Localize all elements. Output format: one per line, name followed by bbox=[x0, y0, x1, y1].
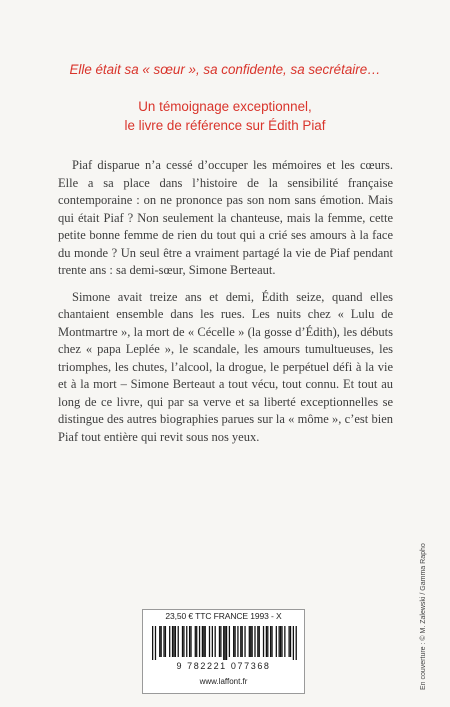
isbn-number: 9 782221 077368 bbox=[176, 661, 271, 671]
barcode-icon bbox=[152, 626, 297, 660]
headline-line-2: le livre de référence sur Édith Piaf bbox=[124, 118, 326, 133]
blurb bbox=[58, 157, 393, 446]
publisher-website: www.laffont.fr bbox=[199, 677, 248, 686]
cover-photo-credit: En couverture : © M. Zalewski / Gamma Rapho bbox=[420, 543, 427, 690]
barcode-panel bbox=[142, 609, 305, 694]
headline bbox=[20, 97, 430, 135]
headline-line-1: Un témoignage exceptionnel, bbox=[138, 99, 312, 114]
blurb-paragraph-2: Simone avait treize ans et demi, Édith seize, quand elles chantaient ensemble dans les rues. Les nuits chez « Lulu de Montmartre », la mort de « Cécelle » (la gosse d’Édith), les débuts chez « papa Leplée », le scandale, les amours tumultueuses, les triomphes, les chutes, l’alcool, la drogue, le perpétuel défi à la vie et à la mort – Simone Berteaut a tout vécu, tout connu. Et tout au long de ce livre, qui par sa verve et sa liberté exceptionnelles se distingue des autres biographies parues sur la « môme », c’est bien Piaf tout entière qui revit sous nos yeux. bbox=[58, 289, 393, 444]
blurb-paragraph-1: Piaf disparue n’a cessé d’occuper les mémoires et les cœurs. Elle a sa place dans l’histoire de la sensibilité française contemporaine : on ne prononce pas son nom sans émotion. Mais qui était Piaf ? Non seulement la chanteuse, mais la femme, cette petite bonne femme de rien du tout qui a crié ses amours à la face du monde ? Un seul être a vraiment partagé la vie de Piaf pendant trente ans : sa demi-sœur, Simone Berteaut. bbox=[58, 158, 393, 277]
tagline: Elle était sa « sœur », sa confidente, sa secrétaire… bbox=[69, 62, 381, 77]
price-line: 23,50 € TTC FRANCE 1993 - X bbox=[165, 611, 282, 621]
